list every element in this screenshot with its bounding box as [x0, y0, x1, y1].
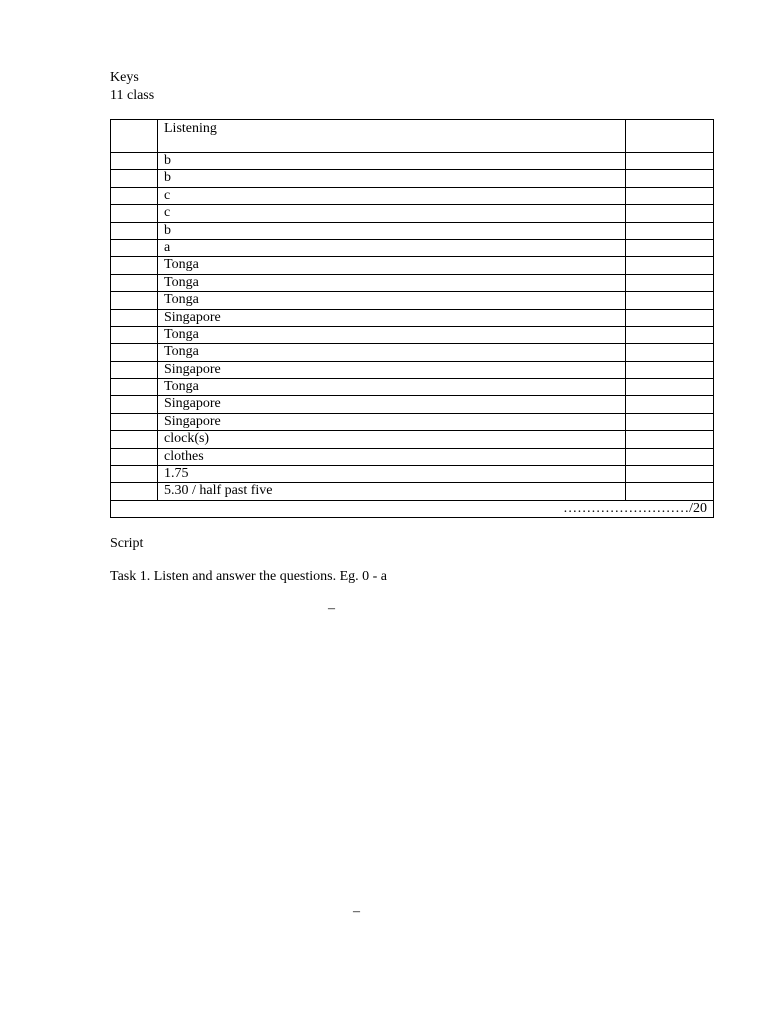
mark-cell: [626, 448, 714, 465]
answer-row: [111, 292, 714, 309]
mark-cell: [626, 187, 714, 204]
answer-cell: clothes: [158, 448, 626, 465]
mark-cell: [626, 344, 714, 361]
question-number-cell: [111, 361, 158, 378]
question-number-cell: [111, 153, 158, 170]
question-number-cell: [111, 379, 158, 396]
answer-cell: 1.75: [158, 466, 626, 483]
answer-row: [111, 448, 714, 465]
question-number-cell: [111, 309, 158, 326]
mark-cell: [626, 309, 714, 326]
answer-row: [111, 257, 714, 274]
mark-cell: [626, 483, 714, 500]
answer-cell: Singapore: [158, 309, 626, 326]
answer-row: [111, 222, 714, 239]
mark-cell: [626, 170, 714, 187]
question-number-cell: [111, 239, 158, 256]
question-number-cell: [111, 448, 158, 465]
answer-row: [111, 361, 714, 378]
mark-cell: [626, 326, 714, 343]
answer-cell: Singapore: [158, 396, 626, 413]
answer-cell: c: [158, 187, 626, 204]
answer-row: [111, 309, 714, 326]
answer-cell: a: [158, 239, 626, 256]
question-number-cell: [111, 431, 158, 448]
task1-instruction: Task 1. Listen and answer the questions. Eg. 0 - a: [110, 569, 388, 584]
question-number-cell: [111, 222, 158, 239]
answer-row: [111, 379, 714, 396]
answer-cell: Tonga: [158, 344, 626, 361]
answer-cell: b: [158, 153, 626, 170]
mark-cell: [626, 466, 714, 483]
question-number-cell: [111, 396, 158, 413]
answer-row: [111, 239, 714, 256]
answer-row: [111, 431, 714, 448]
mark-cell: [626, 205, 714, 222]
question-number-cell: [111, 205, 158, 222]
mark-cell: [626, 292, 714, 309]
answer-row: [111, 344, 714, 361]
answer-cell: Tonga: [158, 274, 626, 291]
question-number-cell: [111, 413, 158, 430]
dash-mark: –: [353, 904, 360, 919]
mark-cell: [626, 413, 714, 430]
answer-row: [111, 466, 714, 483]
script-heading: Script: [110, 536, 144, 551]
mark-cell: [626, 431, 714, 448]
question-number-cell: [111, 170, 158, 187]
listening-header-cell: Listening: [158, 120, 626, 153]
dash-mark: –: [328, 601, 335, 616]
table-header-row: [111, 120, 714, 153]
answer-key-table: [110, 119, 714, 518]
question-number-cell: [111, 483, 158, 500]
answer-row: [111, 187, 714, 204]
answer-cell: Tonga: [158, 292, 626, 309]
answer-row: [111, 170, 714, 187]
answer-row: [111, 326, 714, 343]
answer-cell: Tonga: [158, 379, 626, 396]
mark-cell: [626, 257, 714, 274]
question-number-cell: [111, 326, 158, 343]
mark-cell: [626, 239, 714, 256]
answer-row: [111, 483, 714, 500]
mark-cell: [626, 361, 714, 378]
document-title: Keys: [110, 70, 139, 85]
answer-row: [111, 274, 714, 291]
class-label: 11 class: [110, 88, 155, 103]
answer-row: [111, 205, 714, 222]
question-number-cell: [111, 187, 158, 204]
score-row: [111, 500, 714, 517]
answer-cell: b: [158, 170, 626, 187]
question-number-cell: [111, 466, 158, 483]
question-number-cell: [111, 344, 158, 361]
question-number-cell: [111, 274, 158, 291]
answer-cell: b: [158, 222, 626, 239]
answer-cell: Singapore: [158, 361, 626, 378]
answer-cell: Tonga: [158, 257, 626, 274]
mark-cell: [626, 379, 714, 396]
mark-cell: [626, 396, 714, 413]
number-header-cell: [111, 120, 158, 153]
answer-cell: Tonga: [158, 326, 626, 343]
answer-cell: Singapore: [158, 413, 626, 430]
answer-row: [111, 396, 714, 413]
mark-cell: [626, 153, 714, 170]
answer-row: [111, 413, 714, 430]
score-total: ………………………/20: [111, 500, 714, 517]
mark-header-cell: [626, 120, 714, 153]
answer-cell: 5.30 / half past five: [158, 483, 626, 500]
mark-cell: [626, 274, 714, 291]
mark-cell: [626, 222, 714, 239]
question-number-cell: [111, 257, 158, 274]
answer-row: [111, 153, 714, 170]
answer-cell: c: [158, 205, 626, 222]
question-number-cell: [111, 292, 158, 309]
answer-cell: clock(s): [158, 431, 626, 448]
